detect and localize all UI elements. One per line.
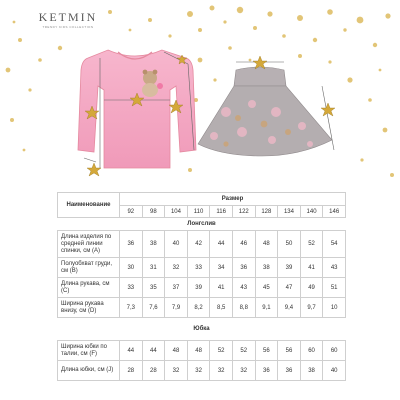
size-cell: 146: [323, 206, 346, 218]
brand-name: KETMIN: [38, 10, 98, 24]
row-label: Ширина рукава внизу, см (D): [58, 298, 120, 318]
brand-tagline: TRENDY KIDS COLLECTION: [42, 25, 94, 29]
value-cell: 28: [120, 361, 143, 381]
value-cell: 37: [165, 278, 188, 298]
value-cell: 28: [142, 361, 165, 381]
value-cell: 34: [210, 258, 233, 278]
value-cell: 54: [323, 231, 346, 258]
value-cell: 51: [323, 278, 346, 298]
size-cell: 92: [120, 206, 143, 218]
value-cell: 30: [120, 258, 143, 278]
table-row: [58, 258, 346, 278]
value-cell: 44: [210, 231, 233, 258]
value-cell: 39: [187, 278, 210, 298]
value-cell: 8,5: [210, 298, 233, 318]
value-cell: 52: [210, 341, 233, 361]
row-label: Длина юбки, см (J): [58, 361, 120, 381]
value-cell: 52: [300, 231, 323, 258]
table-row: [58, 298, 346, 318]
value-cell: 38: [142, 231, 165, 258]
value-cell: 43: [323, 258, 346, 278]
size-cell: 134: [278, 206, 301, 218]
value-cell: 39: [278, 258, 301, 278]
section-title-skirt: Юбка: [58, 323, 346, 335]
size-cell: 122: [232, 206, 255, 218]
value-cell: 32: [232, 361, 255, 381]
value-cell: 36: [232, 258, 255, 278]
value-cell: 44: [142, 341, 165, 361]
value-cell: 40: [323, 361, 346, 381]
value-cell: 60: [300, 341, 323, 361]
value-cell: 44: [120, 341, 143, 361]
table-row: [58, 361, 346, 381]
value-cell: 45: [255, 278, 278, 298]
value-cell: 38: [300, 361, 323, 381]
size-cell: 128: [255, 206, 278, 218]
size-cell: 116: [210, 206, 233, 218]
value-cell: 43: [232, 278, 255, 298]
value-cell: 49: [300, 278, 323, 298]
value-cell: 33: [120, 278, 143, 298]
value-cell: 40: [165, 231, 188, 258]
value-cell: 32: [187, 361, 210, 381]
row-label: Полуобхват груди, см (B): [58, 258, 120, 278]
value-cell: 35: [142, 278, 165, 298]
row-label: Ширина юбки по талии, см (F): [58, 341, 120, 361]
table-row: [58, 278, 346, 298]
value-cell: 8,8: [232, 298, 255, 318]
table-row: [58, 231, 346, 258]
value-cell: 7,6: [142, 298, 165, 318]
skirt-drawing: [198, 67, 332, 156]
value-cell: 9,7: [300, 298, 323, 318]
value-cell: 10: [323, 298, 346, 318]
value-cell: 50: [278, 231, 301, 258]
value-cell: 56: [255, 341, 278, 361]
value-cell: 7,3: [120, 298, 143, 318]
value-cell: 42: [187, 231, 210, 258]
value-cell: 32: [165, 258, 188, 278]
value-cell: 46: [232, 231, 255, 258]
size-header: Размер: [120, 193, 346, 206]
size-cell: 104: [165, 206, 188, 218]
name-header: Наименование: [58, 193, 120, 218]
value-cell: 9,1: [255, 298, 278, 318]
row-label: Длина рукава, см (С): [58, 278, 120, 298]
size-cell: 140: [300, 206, 323, 218]
value-cell: 60: [323, 341, 346, 361]
value-cell: 7,9: [165, 298, 188, 318]
section-title-longsleeve: Лонгслив: [58, 218, 346, 231]
value-cell: 38: [255, 258, 278, 278]
value-cell: 48: [165, 341, 188, 361]
value-cell: 52: [232, 341, 255, 361]
value-cell: 8,2: [187, 298, 210, 318]
size-cell: 110: [187, 206, 210, 218]
value-cell: 41: [210, 278, 233, 298]
value-cell: 9,4: [278, 298, 301, 318]
value-cell: 36: [278, 361, 301, 381]
value-cell: 36: [120, 231, 143, 258]
value-cell: 33: [187, 258, 210, 278]
row-label: Длина изделия по средней линии спинки, см (A): [58, 231, 120, 258]
value-cell: 36: [255, 361, 278, 381]
value-cell: 47: [278, 278, 301, 298]
value-cell: 32: [210, 361, 233, 381]
value-cell: 31: [142, 258, 165, 278]
garment-illustrations: [0, 0, 400, 190]
value-cell: 48: [187, 341, 210, 361]
size-cell: 98: [142, 206, 165, 218]
table-row: [58, 341, 346, 361]
value-cell: 56: [278, 341, 301, 361]
value-cell: 41: [300, 258, 323, 278]
value-cell: 48: [255, 231, 278, 258]
size-table: [57, 192, 346, 381]
value-cell: 32: [165, 361, 188, 381]
